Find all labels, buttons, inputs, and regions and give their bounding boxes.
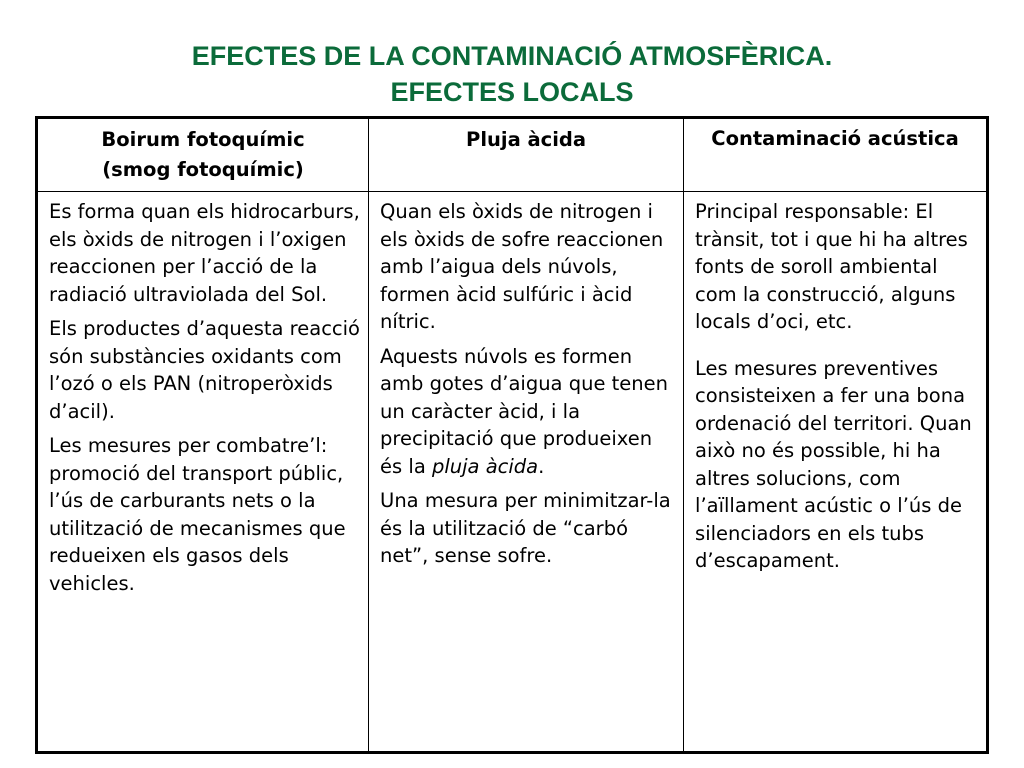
header-acid-rain: Pluja àcida (369, 118, 684, 192)
acid-rain-formation-text: Quan els òxids de nitrogen i els òxids de sofre reaccionen amb l’aigua dels núvols, formen àcid sulfúric i àcid nítric. (380, 200, 664, 333)
smog-formation-text: Es forma quan els hidrocarburs, els òxids de nitrogen i l’oxigen reaccionen per l’acció de la radiació ultraviolada del Sol. (49, 200, 360, 306)
effects-table (35, 116, 989, 754)
slide-title (0, 38, 1024, 110)
noise-measures-text: Les mesures preventives consisteixen a fer una bona ordenació del territori. Quan això no és possible, hi ha altres solucions, com l’aïllament acústic o l’ús de silenciadors en els tubs d’escapament. (695, 356, 972, 572)
cell-noise-pollution (684, 192, 988, 753)
table-header-row (37, 118, 988, 192)
header-photochemical-smog (37, 118, 369, 192)
title-line-2: EFECTES LOCALS (390, 77, 634, 107)
cell-photochemical-smog (37, 192, 369, 753)
acid-rain-clouds-text-end: . (538, 454, 545, 478)
acid-rain-clouds-text (380, 343, 675, 481)
table-body-row (37, 192, 988, 753)
header-col1-line1: Boirum fotoquímic (101, 128, 305, 151)
acid-rain-clouds-text-main: Aquests núvols es formen amb gotes d’aigua que tenen un caràcter àcid, i la precipitació que produeixen és la (380, 344, 668, 478)
smog-products-text: Els productes d’aquesta reacció són substàncies oxidants com l’ozó o els PAN (nitroperòxids d’acil). (49, 317, 360, 423)
smog-measures-text: Les mesures per combatre’l: promoció del transport públic, l’ús de carburants nets o la utilització de mecanismes que redueixen els gasos dels vehicles. (49, 434, 346, 595)
header-noise-pollution: Contaminació acústica (684, 118, 988, 192)
noise-sources-text: Principal responsable: El trànsit, tot i que hi ha altres fonts de soroll ambiental com la construcció, alguns locals d’oci, etc. (695, 200, 968, 333)
acid-rain-measures-text: Una mesura per minimitzar-la és la utilització de “carbó net”, sense sofre. (380, 489, 671, 567)
cell-acid-rain (369, 192, 684, 753)
header-col1-line2: (smog fotoquímic) (102, 158, 304, 181)
acid-rain-term: pluja àcida (431, 454, 539, 478)
title-line-1: EFECTES DE LA CONTAMINACIÓ ATMOSFÈRICA. (191, 41, 833, 71)
